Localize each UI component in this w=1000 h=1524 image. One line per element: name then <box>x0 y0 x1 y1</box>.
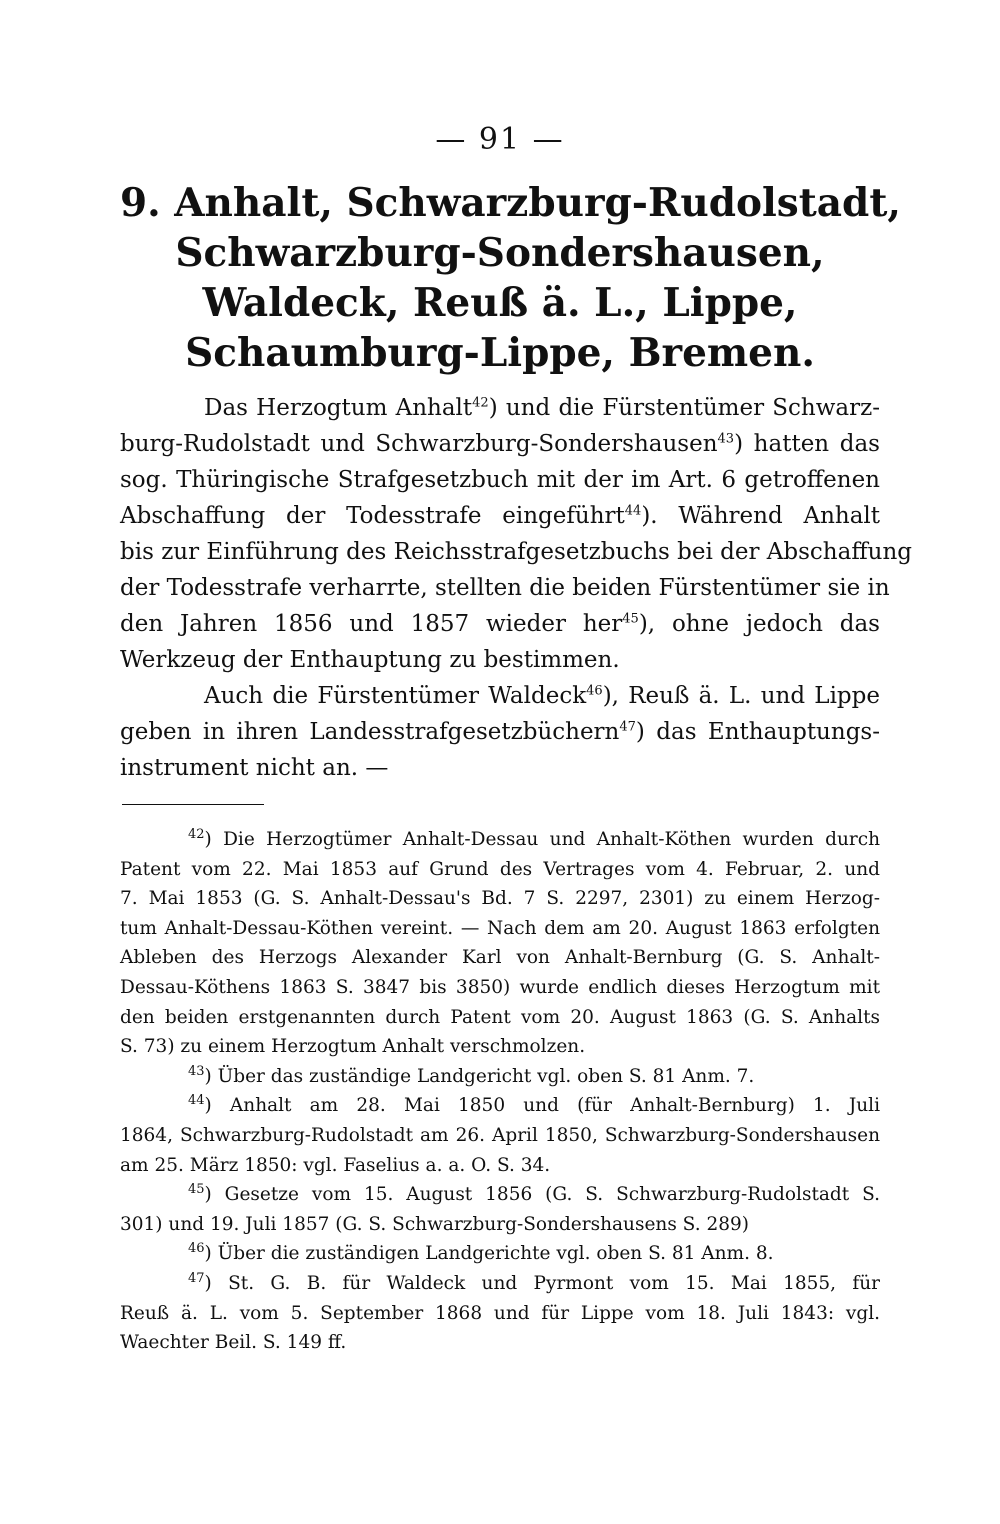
footnote-line <box>120 1328 880 1358</box>
footnote-line <box>120 1032 880 1062</box>
footnote-line <box>120 884 880 914</box>
footnote-line <box>120 1269 880 1299</box>
line-text: ), Reuß ä. L. und Lippe <box>602 683 880 709</box>
footnote-line <box>120 914 880 944</box>
footnote-marker: 42 <box>472 395 489 411</box>
body-line <box>120 426 880 462</box>
body-line <box>120 390 880 426</box>
line-text: Dessau-Köthens 1863 S. 3847 bis 3850) wurde endlich dieses Herzogtum mit <box>120 976 880 998</box>
line-text: ) Über die zuständigen Landgerichte vgl. oben S. 81 Anm. 8. <box>204 1243 774 1265</box>
body-line <box>120 750 880 786</box>
line-text: bis zur Einführung des Reichsstrafgesetzbuchs bei der Abschaffung <box>120 539 913 565</box>
body-line <box>120 534 913 570</box>
line-text: den beiden erstgenannten durch Patent vom 20. August 1863 (G. S. Anhalts <box>120 1006 880 1028</box>
line-text: burg-Rudolstadt und Schwarzburg-Sondershausen <box>120 431 718 457</box>
line-text: ) und die Fürstentümer Schwarz- <box>488 395 881 421</box>
line-text: 301) und 19. Juli 1857 (G. S. Schwarzburg-Sondershausens S. 289) <box>120 1213 749 1235</box>
footnote-line <box>120 1091 880 1121</box>
footnotes <box>120 825 880 1358</box>
body-line <box>120 714 880 750</box>
line-text: S. 73) zu einem Herzogtum Anhalt verschmolzen. <box>120 1036 586 1058</box>
footnote-marker: 47 <box>619 719 636 735</box>
line-text: ), ohne jedoch das <box>638 611 880 637</box>
page-number: — 91 — <box>435 122 565 157</box>
footnote-line <box>120 1121 880 1151</box>
footnote-line <box>120 855 880 885</box>
line-text: Reuß ä. L. vom 5. September 1868 und für Lippe vom 18. Juli 1843: vgl. <box>120 1302 880 1324</box>
line-text: instrument nicht an. — <box>120 755 389 781</box>
line-text: ) hatten das <box>734 431 880 457</box>
footnote-marker: 47 <box>188 1270 205 1286</box>
line-text: 1864, Schwarzburg-Rudolstadt am 26. April 1850, Schwarzburg-Sondershausen <box>120 1124 880 1146</box>
footnote-line <box>120 1151 880 1181</box>
line-text: Waechter Beil. S. 149 ff. <box>120 1332 347 1354</box>
line-text: den Jahren 1856 und 1857 wieder her <box>120 611 623 637</box>
line-text: tum Anhalt-Dessau-Köthen vereint. — Nach dem am 20. August 1863 erfolgten <box>120 917 880 939</box>
body-line <box>120 570 890 606</box>
line-text: ) St. G. B. für Waldeck und Pyrmont vom 15. Mai 1855, für <box>204 1272 880 1294</box>
heading-line: Schwarzburg-Sondershausen, <box>175 230 825 276</box>
line-text: 7. Mai 1853 (G. S. Anhalt-Dessau's Bd. 7 S. 2297, 2301) zu einem Herzog- <box>120 888 880 910</box>
footnote-marker: 42 <box>188 826 205 842</box>
heading-line: Waldeck, Reuß ä. L., Lippe, <box>202 280 798 326</box>
body-line <box>120 606 880 642</box>
line-text: am 25. März 1850: vgl. Faselius a. a. O. S. 34. <box>120 1154 551 1176</box>
line-text: Das Herzogtum Anhalt <box>204 395 473 421</box>
body-line <box>120 498 880 534</box>
line-text: ) Über das zuständige Landgericht vgl. oben S. 81 Anm. 7. <box>204 1065 755 1087</box>
line-text: ) Anhalt am 28. Mai 1850 und (für Anhalt-Bernburg) 1. Juli <box>204 1095 880 1117</box>
body-line <box>120 678 880 714</box>
section-heading <box>120 178 901 378</box>
line-text: Patent vom 22. Mai 1853 auf Grund des Vertrages vom 4. Februar, 2. und <box>120 858 880 880</box>
line-text: ) das Enthauptungs- <box>635 719 880 745</box>
heading-line: Schaumburg-Lippe, Bremen. <box>185 330 815 376</box>
footnote-line <box>120 1003 880 1033</box>
footnote-line <box>120 825 880 855</box>
line-text: ). Während Anhalt <box>641 503 881 529</box>
footnote-marker: 46 <box>188 1241 205 1257</box>
footnote-line <box>120 1239 880 1269</box>
footnote-separator <box>122 804 264 805</box>
line-text: ) Die Herzogtümer Anhalt-Dessau und Anhalt-Köthen wurden durch <box>204 829 880 850</box>
line-text: der Todesstrafe verharrte, stellten die beiden Fürstentümer sie in <box>120 575 890 601</box>
footnote-marker: 43 <box>188 1063 205 1079</box>
line-text: ) Gesetze vom 15. August 1856 (G. S. Schwarzburg-Rudolstadt S. <box>204 1184 880 1206</box>
footnote-line <box>120 1180 880 1210</box>
line-text: Ableben des Herzogs Alexander Karl von Anhalt-Bernburg (G. S. Anhalt- <box>120 947 880 969</box>
footnote-marker: 46 <box>586 683 603 699</box>
footnote-marker: 45 <box>622 611 639 627</box>
footnote-marker: 44 <box>188 1093 205 1109</box>
line-text: Abschaffung der Todesstrafe eingeführt <box>120 503 625 529</box>
footnote-line <box>120 1299 880 1329</box>
footnote-line <box>120 1210 880 1240</box>
footnote-line <box>120 973 880 1003</box>
body-line <box>120 462 880 498</box>
footnote-line <box>120 943 880 973</box>
footnote-line <box>120 1062 880 1092</box>
footnote-marker: 45 <box>188 1181 205 1197</box>
body-line <box>120 642 880 678</box>
line-text: Werkzeug der Enthauptung zu bestimmen. <box>120 647 620 673</box>
footnote-marker: 43 <box>717 431 735 447</box>
footnote-marker: 44 <box>624 503 642 519</box>
line-text: geben in ihren Landesstrafgesetzbüchern <box>120 719 620 745</box>
heading-line: 9. Anhalt, Schwarzburg-Rudolstadt, <box>120 180 901 226</box>
body-text <box>120 390 913 786</box>
line-text: sog. Thüringische Strafgesetzbuch mit der im Art. 6 getroffenen <box>120 467 880 493</box>
line-text: Auch die Fürstentümer Waldeck <box>204 683 587 709</box>
